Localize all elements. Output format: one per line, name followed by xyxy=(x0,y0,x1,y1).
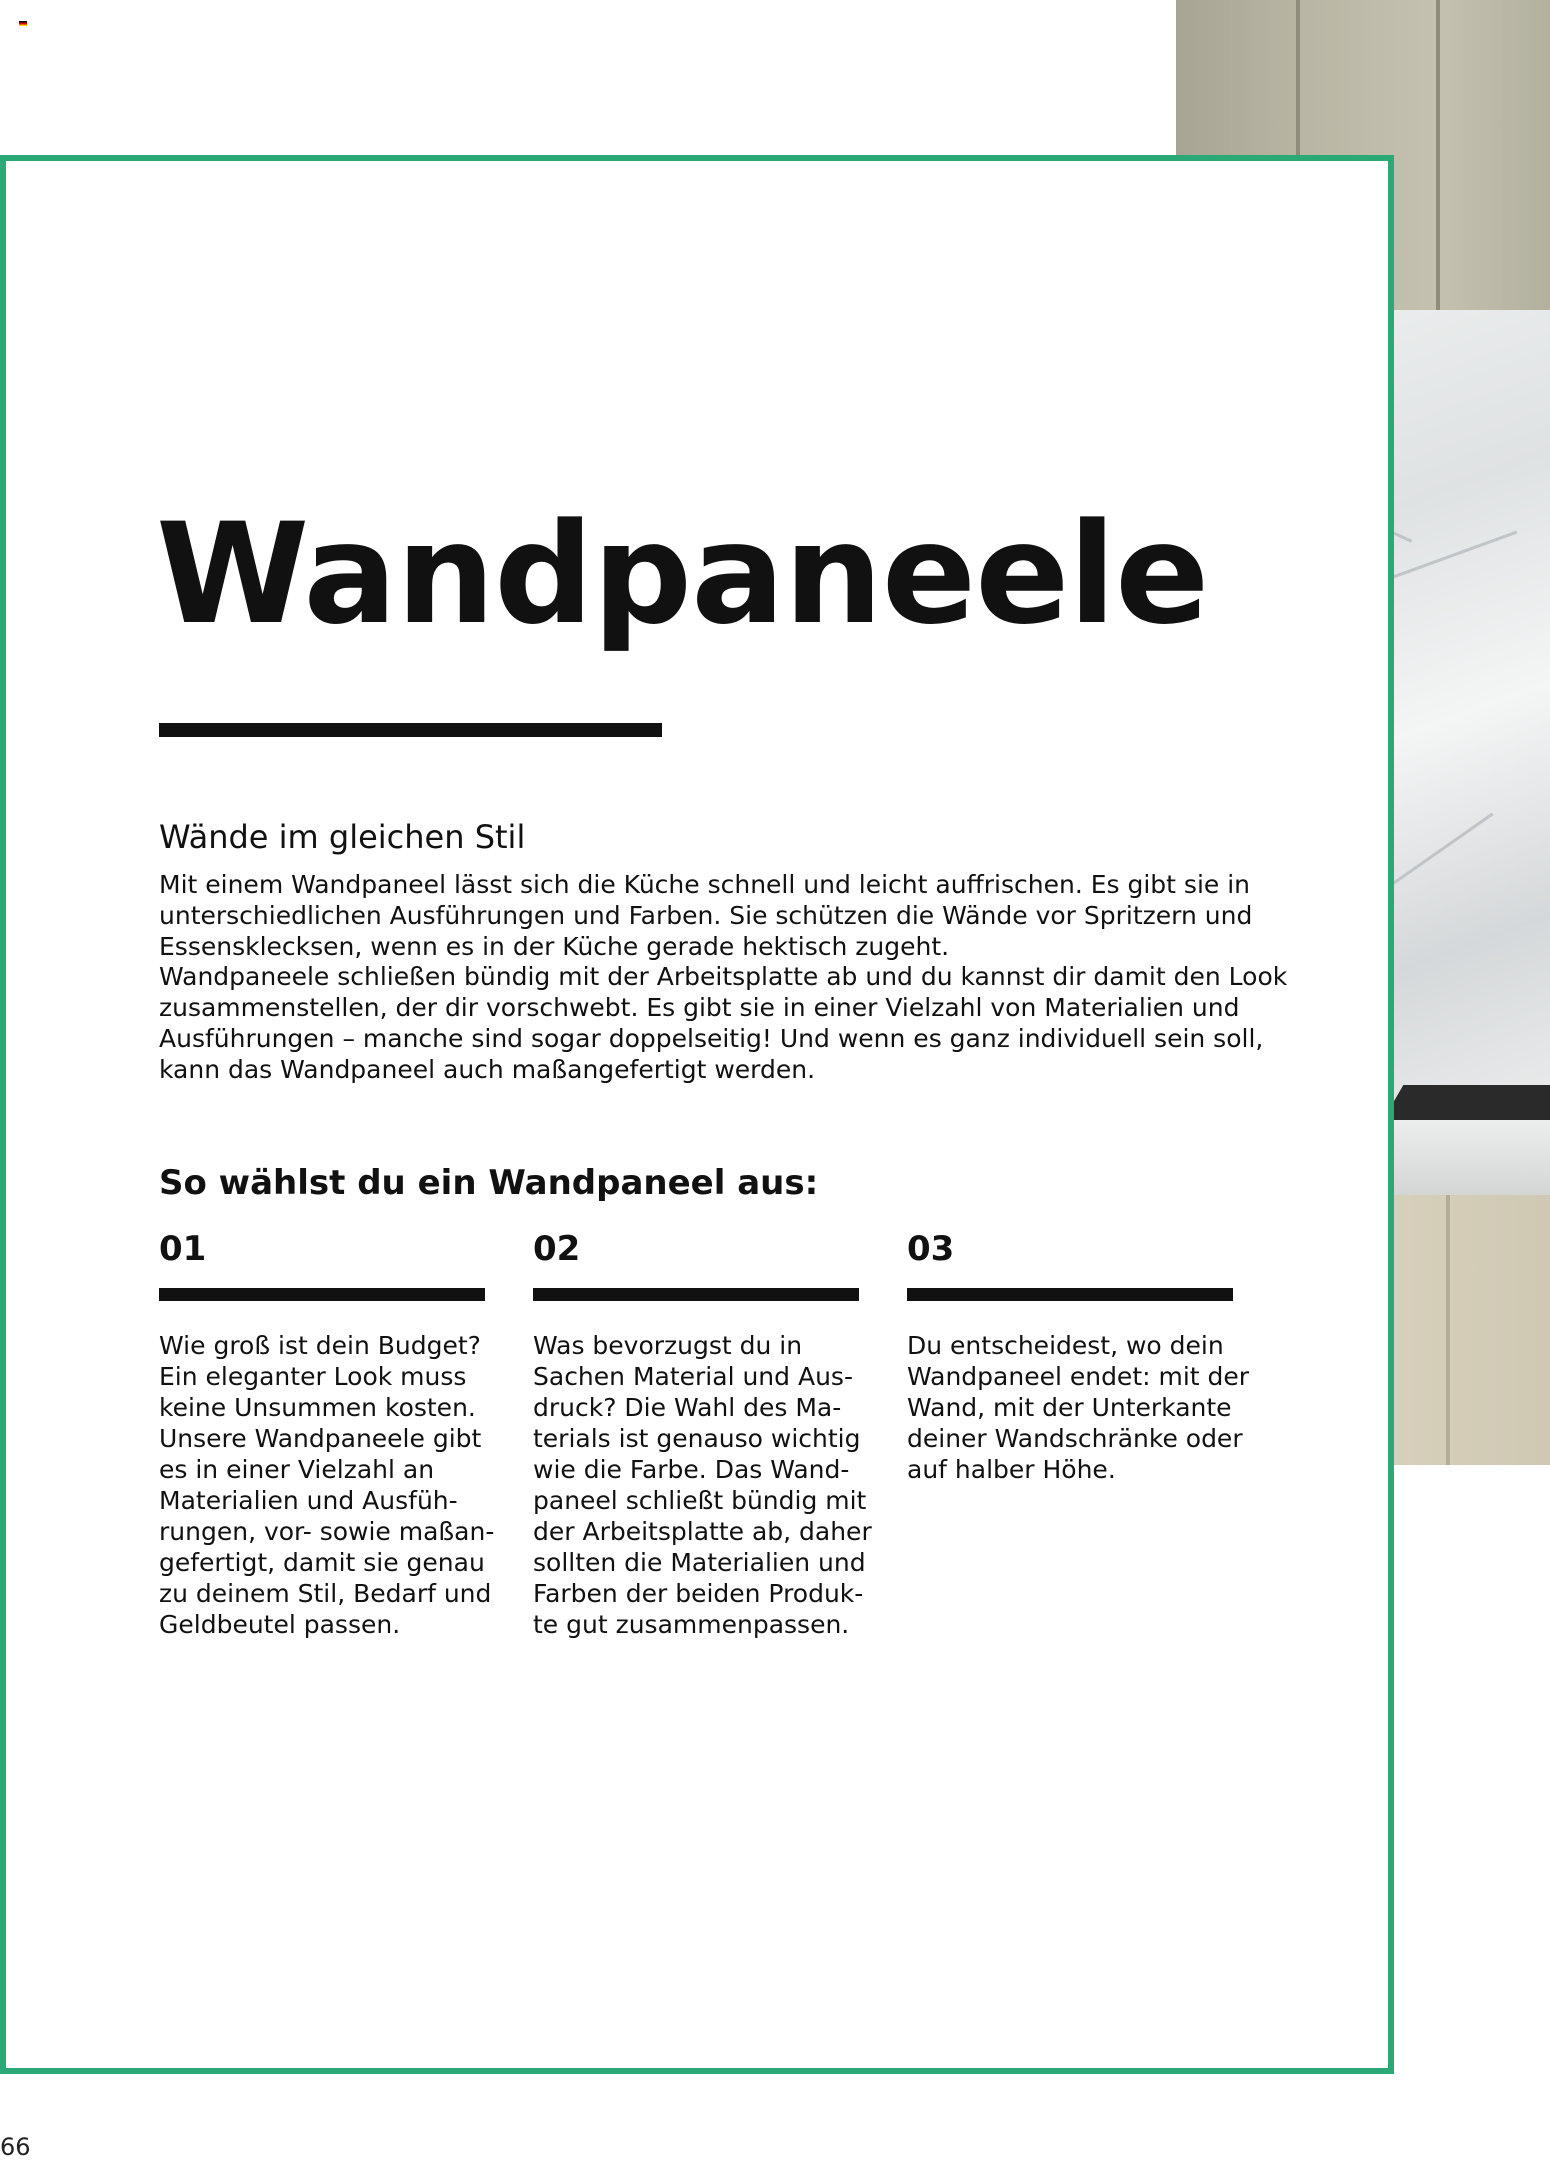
cabinet-seam xyxy=(1436,0,1440,330)
step-text-line: Wie groß ist dein Budget? xyxy=(159,1331,481,1360)
step-text-line: Wand, mit der Unterkante xyxy=(907,1393,1232,1422)
step-rule xyxy=(533,1288,859,1301)
step-text xyxy=(533,1330,872,1640)
step-text-line: keine Unsummen kosten. xyxy=(159,1393,476,1422)
intro-paragraph: Wandpaneele schließen bündig mit der Arbeitsplatte ab und du kannst dir damit den Look zusammenstellen, der dir vorschwebt. Es gibt sie in einer Vielzahl von Materialien und Ausführungen – manche sind sogar doppelseitig! Und wenn es ganz individuell sein soll, kann das Wandpaneel auch maßangefertigt werden. xyxy=(159,962,1288,1084)
steps-heading: So wählst du ein Wandpaneel aus: xyxy=(159,1163,819,1203)
step-text-line: sollten die Materialien und xyxy=(533,1548,866,1577)
step-text-line: Du entscheidest, wo dein xyxy=(907,1331,1224,1360)
step-text-line: auf halber Höhe. xyxy=(907,1455,1116,1484)
step-text-line: deiner Wandschränke oder xyxy=(907,1424,1243,1453)
step-text-line: es in einer Vielzahl an xyxy=(159,1455,435,1484)
intro-paragraph: Mit einem Wandpaneel lässt sich die Küche schnell und leicht auffrischen. Es gibt sie in unterschiedlichen Ausführungen und Farben. Sie schützen die Wände vor Spritzern und Essensklecksen, wenn es in der Küche gerade hektisch zugeht. xyxy=(159,870,1253,961)
step-number: 01 xyxy=(159,1229,207,1269)
step-text-line: Geldbeutel passen. xyxy=(159,1610,401,1639)
step-text-line: paneel schließt bündig mit xyxy=(533,1486,867,1515)
step-text-line: Unsere Wandpaneele gibt xyxy=(159,1424,482,1453)
content-frame xyxy=(0,155,1394,2074)
step-text-line: Farben der beiden Produk- xyxy=(533,1579,864,1608)
step-column xyxy=(907,1225,1250,1485)
intro-body xyxy=(159,870,1289,1086)
step-text-line: Ein eleganter Look muss xyxy=(159,1362,467,1391)
step-text-line: Sachen Material und Aus- xyxy=(533,1362,853,1391)
cabinet-seam xyxy=(1446,1195,1450,1465)
step-number: 03 xyxy=(907,1229,955,1269)
flag-icon xyxy=(19,21,27,26)
step-text-line: Was bevorzugst du in xyxy=(533,1331,803,1360)
step-text xyxy=(907,1330,1250,1485)
intro-heading: Wände im gleichen Stil xyxy=(159,818,526,856)
step-number: 02 xyxy=(533,1229,581,1269)
step-text xyxy=(159,1330,495,1640)
step-text-line: der Arbeitsplatte ab, daher xyxy=(533,1517,872,1546)
page-title: Wandpaneele xyxy=(156,493,1209,655)
title-underline xyxy=(159,723,662,737)
step-text-line: te gut zusammenpassen. xyxy=(533,1610,850,1639)
step-text-line: Materialien und Ausfüh- xyxy=(159,1486,458,1515)
step-column xyxy=(159,1225,495,1640)
step-text-line: rungen, vor- sowie maßan- xyxy=(159,1517,495,1546)
step-text-line: wie die Farbe. Das Wand- xyxy=(533,1455,850,1484)
step-column xyxy=(533,1225,872,1640)
step-text-line: Wandpaneel endet: mit der xyxy=(907,1362,1250,1391)
step-rule xyxy=(159,1288,485,1301)
page-number: 66 xyxy=(0,2133,31,2161)
step-rule xyxy=(907,1288,1233,1301)
step-text-line: gefertigt, damit sie genau xyxy=(159,1548,485,1577)
step-text-line: druck? Die Wahl des Ma- xyxy=(533,1393,842,1422)
step-text-line: zu deinem Stil, Bedarf und xyxy=(159,1579,492,1608)
step-text-line: terials ist genauso wichtig xyxy=(533,1424,861,1453)
